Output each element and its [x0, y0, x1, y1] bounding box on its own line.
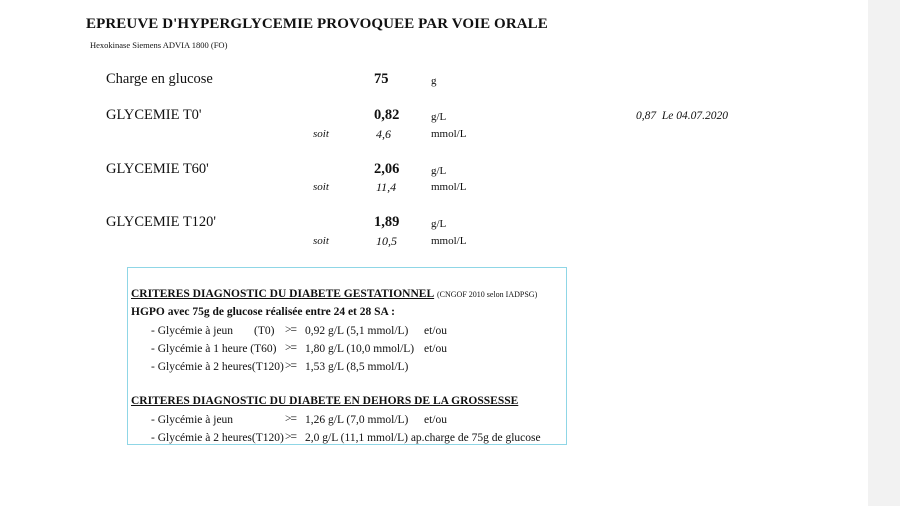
charge-unit: g [431, 75, 437, 87]
result-alt-unit-t0: mmol/L [431, 128, 467, 140]
result-alt-unit-t60: mmol/L [431, 181, 467, 193]
outside-item-label: - Glycémie à jeun [151, 414, 234, 426]
gestational-heading-row [131, 288, 537, 300]
charge-label: Charge en glucose [106, 71, 213, 87]
soit-label-t0: soit [313, 128, 329, 140]
outside-item-value: 2,0 g/L (11,1 mmol/L) ap.charge de 75g de glucose [305, 432, 541, 444]
gestational-item-sign: >= [285, 342, 296, 354]
gestational-item-label: - Glycémie à jeun [151, 325, 234, 337]
result-alt-unit-t120: mmol/L [431, 235, 467, 247]
gestational-reference: (CNGOF 2010 selon IADPSG) [437, 290, 538, 299]
outside-item-suffix: et/ou [424, 414, 447, 426]
result-unit-t60: g/L [431, 165, 447, 177]
gestational-heading: CRITERES DIAGNOSTIC DU DIABETE GESTATIONNEL [131, 288, 435, 300]
criteria-box [127, 267, 567, 445]
gestational-item-value: 1,80 g/L (10,0 mmol/L) [305, 343, 415, 355]
result-value-t0: 0,82 [374, 107, 400, 123]
outside-pregnancy-heading: CRITERES DIAGNOSTIC DU DIABETE EN DEHORS DE LA GROSSESSE [131, 395, 519, 407]
result-alt-value-t0: 4,6 [376, 127, 391, 141]
gestational-item-suffix: et/ou [424, 343, 447, 355]
outside-item-sign: >= [285, 431, 296, 443]
gestational-item-suffix: et/ou [424, 325, 447, 337]
result-label-t60: GLYCEMIE T60' [106, 161, 209, 177]
result-alt-value-t60: 11,4 [376, 180, 397, 194]
gestational-item-sign: >= [285, 360, 296, 372]
soit-label-t120: soit [313, 235, 329, 247]
result-unit-t0: g/L [431, 111, 447, 123]
result-alt-value-t120: 10,5 [376, 234, 397, 248]
soit-label-t60: soit [313, 181, 329, 193]
method-note: Hexokinase Siemens ADVIA 1800 (FO) [90, 40, 228, 50]
gestational-item-value: 0,92 g/L (5,1 mmol/L) [305, 325, 409, 337]
gestational-item-sign: >= [285, 324, 296, 336]
previous-value: 0,87 Le 04.07.2020 [636, 110, 728, 122]
gestational-intro: HGPO avec 75g de glucose réalisée entre 24 et 28 SA : [131, 306, 395, 318]
gestational-item-time: (T0) [254, 325, 275, 337]
result-label-t0: GLYCEMIE T0' [106, 107, 202, 123]
previous-date: Le 04.07.2020 [661, 110, 728, 122]
result-value-t60: 2,06 [374, 161, 400, 177]
outside-item-value: 1,26 g/L (7,0 mmol/L) [305, 414, 409, 426]
outside-item-sign: >= [285, 413, 296, 425]
gestational-item-label: - Glycémie à 2 heures(T120) [151, 361, 284, 373]
result-value-t120: 1,89 [374, 214, 400, 230]
gestational-item-label: - Glycémie à 1 heure (T60) [151, 343, 277, 355]
charge-value: 75 [374, 71, 389, 87]
outside-item-label: - Glycémie à 2 heures(T120) [151, 432, 284, 444]
gestational-item-value: 1,53 g/L (8,5 mmol/L) [305, 361, 409, 373]
report-title: EPREUVE D'HYPERGLYCEMIE PROVOQUEE PAR VOIE ORALE [86, 16, 548, 32]
result-unit-t120: g/L [431, 218, 447, 230]
result-label-t120: GLYCEMIE T120' [106, 214, 217, 230]
